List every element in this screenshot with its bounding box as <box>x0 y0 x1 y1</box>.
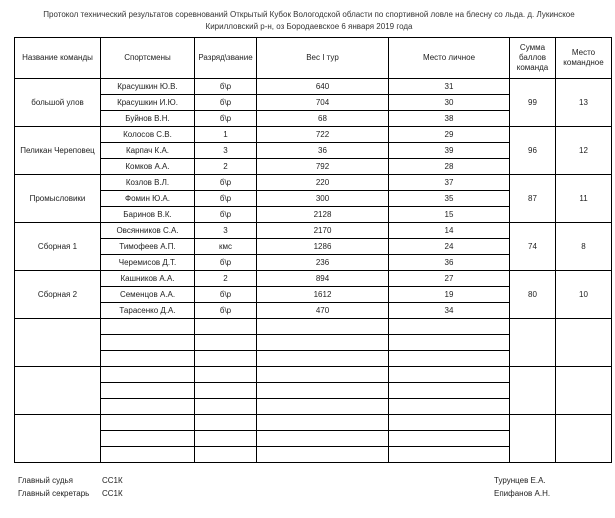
athlete-name-cell: Тимофеев А.П. <box>101 239 195 255</box>
team-sum-cell: 87 <box>510 175 556 223</box>
header-team-sum: Сумма баллов команда <box>510 38 556 79</box>
team-place-cell <box>556 319 612 367</box>
athlete-weight-cell: 792 <box>257 159 389 175</box>
athlete-weight-cell: 36 <box>257 143 389 159</box>
athlete-rank-cell: 2 <box>195 271 257 287</box>
athlete-name-cell: Колосов С.В. <box>101 127 195 143</box>
athlete-rank-cell <box>195 319 257 335</box>
athlete-weight-cell: 2170 <box>257 223 389 239</box>
athlete-name-cell: Буйнов В.Н. <box>101 111 195 127</box>
team-place-cell <box>556 367 612 415</box>
athlete-weight-cell: 68 <box>257 111 389 127</box>
athlete-name-cell <box>101 399 195 415</box>
athlete-rank-cell: 1 <box>195 127 257 143</box>
athlete-place-cell <box>389 335 510 351</box>
athlete-name-cell <box>101 335 195 351</box>
team-name-cell: Сборная 1 <box>15 223 101 271</box>
athlete-place-cell: 31 <box>389 79 510 95</box>
header-place-personal: Место личное <box>389 38 510 79</box>
athlete-name-cell <box>101 319 195 335</box>
secretary-category: СС1К <box>102 489 123 498</box>
athlete-rank-cell: б\р <box>195 207 257 223</box>
team-name-cell <box>15 367 101 415</box>
team-name-cell: Сборная 2 <box>15 271 101 319</box>
team-place-cell: 11 <box>556 175 612 223</box>
athlete-rank-cell <box>195 415 257 431</box>
table-row <box>15 223 612 239</box>
athlete-weight-cell: 894 <box>257 271 389 287</box>
title-line-2: Кирилловский р-н, оз Бородаевское 6 января 2019 года <box>205 22 413 31</box>
athlete-name-cell: Фомин Ю.А. <box>101 191 195 207</box>
athlete-weight-cell <box>257 447 389 463</box>
athlete-name-cell <box>101 367 195 383</box>
team-name-cell: Пеликан Череповец <box>15 127 101 175</box>
athlete-name-cell: Баринов В.К. <box>101 207 195 223</box>
athlete-place-cell <box>389 431 510 447</box>
athlete-place-cell: 39 <box>389 143 510 159</box>
athlete-name-cell: Черемисов Д.Т. <box>101 255 195 271</box>
athlete-rank-cell: 3 <box>195 223 257 239</box>
athlete-rank-cell: б\р <box>195 175 257 191</box>
athlete-rank-cell <box>195 335 257 351</box>
athlete-name-cell <box>101 447 195 463</box>
athlete-place-cell <box>389 447 510 463</box>
athlete-weight-cell <box>257 367 389 383</box>
athlete-weight-cell <box>257 351 389 367</box>
team-place-cell: 8 <box>556 223 612 271</box>
athlete-weight-cell: 1286 <box>257 239 389 255</box>
athlete-rank-cell: б\р <box>195 287 257 303</box>
athlete-rank-cell <box>195 383 257 399</box>
team-sum-cell <box>510 319 556 367</box>
athlete-place-cell: 24 <box>389 239 510 255</box>
secretary-label: Главный секретарь <box>18 489 90 498</box>
athlete-weight-cell <box>257 415 389 431</box>
team-sum-cell: 80 <box>510 271 556 319</box>
athlete-rank-cell <box>195 447 257 463</box>
table-row <box>15 415 612 431</box>
athlete-place-cell: 38 <box>389 111 510 127</box>
athlete-place-cell: 15 <box>389 207 510 223</box>
team-name-cell <box>15 319 101 367</box>
table-row <box>15 319 612 335</box>
team-name-cell: большой улов <box>15 79 101 127</box>
athlete-rank-cell <box>195 431 257 447</box>
athlete-place-cell <box>389 319 510 335</box>
results-table <box>14 37 612 463</box>
athlete-name-cell: Красушкин И.Ю. <box>101 95 195 111</box>
header-athletes: Спортсмены <box>101 38 195 79</box>
athlete-place-cell: 34 <box>389 303 510 319</box>
athlete-place-cell: 30 <box>389 95 510 111</box>
athlete-weight-cell: 300 <box>257 191 389 207</box>
athlete-weight-cell: 640 <box>257 79 389 95</box>
athlete-name-cell: Козлов В.Л. <box>101 175 195 191</box>
athlete-rank-cell: 2 <box>195 159 257 175</box>
judge-name: Турунцев Е.А. <box>494 476 546 485</box>
athlete-name-cell <box>101 351 195 367</box>
athlete-name-cell: Тарасенко Д.А. <box>101 303 195 319</box>
athlete-place-cell: 28 <box>389 159 510 175</box>
athlete-place-cell <box>389 367 510 383</box>
athlete-rank-cell: 3 <box>195 143 257 159</box>
team-name-cell: Промысловики <box>15 175 101 223</box>
athlete-name-cell: Красушкин Ю.В. <box>101 79 195 95</box>
judge-label: Главный судья <box>18 476 74 485</box>
athlete-weight-cell <box>257 431 389 447</box>
table-row <box>15 127 612 143</box>
judge-category: СС1К <box>102 476 123 485</box>
athlete-place-cell: 37 <box>389 175 510 191</box>
team-place-cell: 12 <box>556 127 612 175</box>
athlete-place-cell: 14 <box>389 223 510 239</box>
athlete-name-cell: Семенцов А.А. <box>101 287 195 303</box>
table-row <box>15 367 612 383</box>
header-rank: Разряд\звание <box>195 38 257 79</box>
athlete-rank-cell: б\р <box>195 111 257 127</box>
athlete-weight-cell: 220 <box>257 175 389 191</box>
athlete-weight-cell: 704 <box>257 95 389 111</box>
athlete-weight-cell: 470 <box>257 303 389 319</box>
athlete-name-cell: Кашников А.А. <box>101 271 195 287</box>
athlete-place-cell <box>389 383 510 399</box>
athlete-name-cell <box>101 383 195 399</box>
athlete-rank-cell: б\р <box>195 95 257 111</box>
athlete-name-cell: Комков А.А. <box>101 159 195 175</box>
athlete-rank-cell <box>195 367 257 383</box>
team-sum-cell: 99 <box>510 79 556 127</box>
athlete-place-cell: 36 <box>389 255 510 271</box>
athlete-place-cell: 27 <box>389 271 510 287</box>
table-row <box>15 79 612 95</box>
athlete-place-cell: 29 <box>389 127 510 143</box>
team-place-cell <box>556 415 612 463</box>
athlete-place-cell <box>389 415 510 431</box>
team-sum-cell: 96 <box>510 127 556 175</box>
athlete-rank-cell: б\р <box>195 255 257 271</box>
athlete-name-cell: Овсянников С.А. <box>101 223 195 239</box>
athlete-place-cell <box>389 351 510 367</box>
athlete-weight-cell: 722 <box>257 127 389 143</box>
table-row <box>15 175 612 191</box>
athlete-rank-cell: б\р <box>195 191 257 207</box>
athlete-rank-cell: б\р <box>195 79 257 95</box>
table-row <box>15 271 612 287</box>
team-name-cell <box>15 415 101 463</box>
header-team: Название команды <box>15 38 101 79</box>
athlete-place-cell: 19 <box>389 287 510 303</box>
athlete-rank-cell <box>195 351 257 367</box>
athlete-name-cell <box>101 415 195 431</box>
team-sum-cell: 74 <box>510 223 556 271</box>
athlete-rank-cell: б\р <box>195 303 257 319</box>
athlete-weight-cell <box>257 399 389 415</box>
athlete-weight-cell: 1612 <box>257 287 389 303</box>
athlete-weight-cell: 2128 <box>257 207 389 223</box>
athlete-place-cell <box>389 399 510 415</box>
athlete-weight-cell <box>257 319 389 335</box>
team-sum-cell <box>510 415 556 463</box>
team-sum-cell <box>510 367 556 415</box>
header-weight: Вес I тур <box>257 38 389 79</box>
athlete-weight-cell: 236 <box>257 255 389 271</box>
athlete-rank-cell <box>195 399 257 415</box>
athlete-name-cell <box>101 431 195 447</box>
header-team-place: Место командное <box>556 38 612 79</box>
athlete-weight-cell <box>257 335 389 351</box>
athlete-place-cell: 35 <box>389 191 510 207</box>
athlete-rank-cell: кмс <box>195 239 257 255</box>
athlete-name-cell: Карпач К.А. <box>101 143 195 159</box>
athlete-weight-cell <box>257 383 389 399</box>
secretary-name: Епифанов А.Н. <box>494 489 551 498</box>
team-place-cell: 13 <box>556 79 612 127</box>
table-header-row <box>15 38 612 79</box>
team-place-cell: 10 <box>556 271 612 319</box>
document-title <box>14 9 604 33</box>
title-line-1: Протокол технический результатов соревнований Открытый Кубок Вологодской области по спортивной ловле на блесну со льда. д. Лукинское <box>43 10 575 19</box>
